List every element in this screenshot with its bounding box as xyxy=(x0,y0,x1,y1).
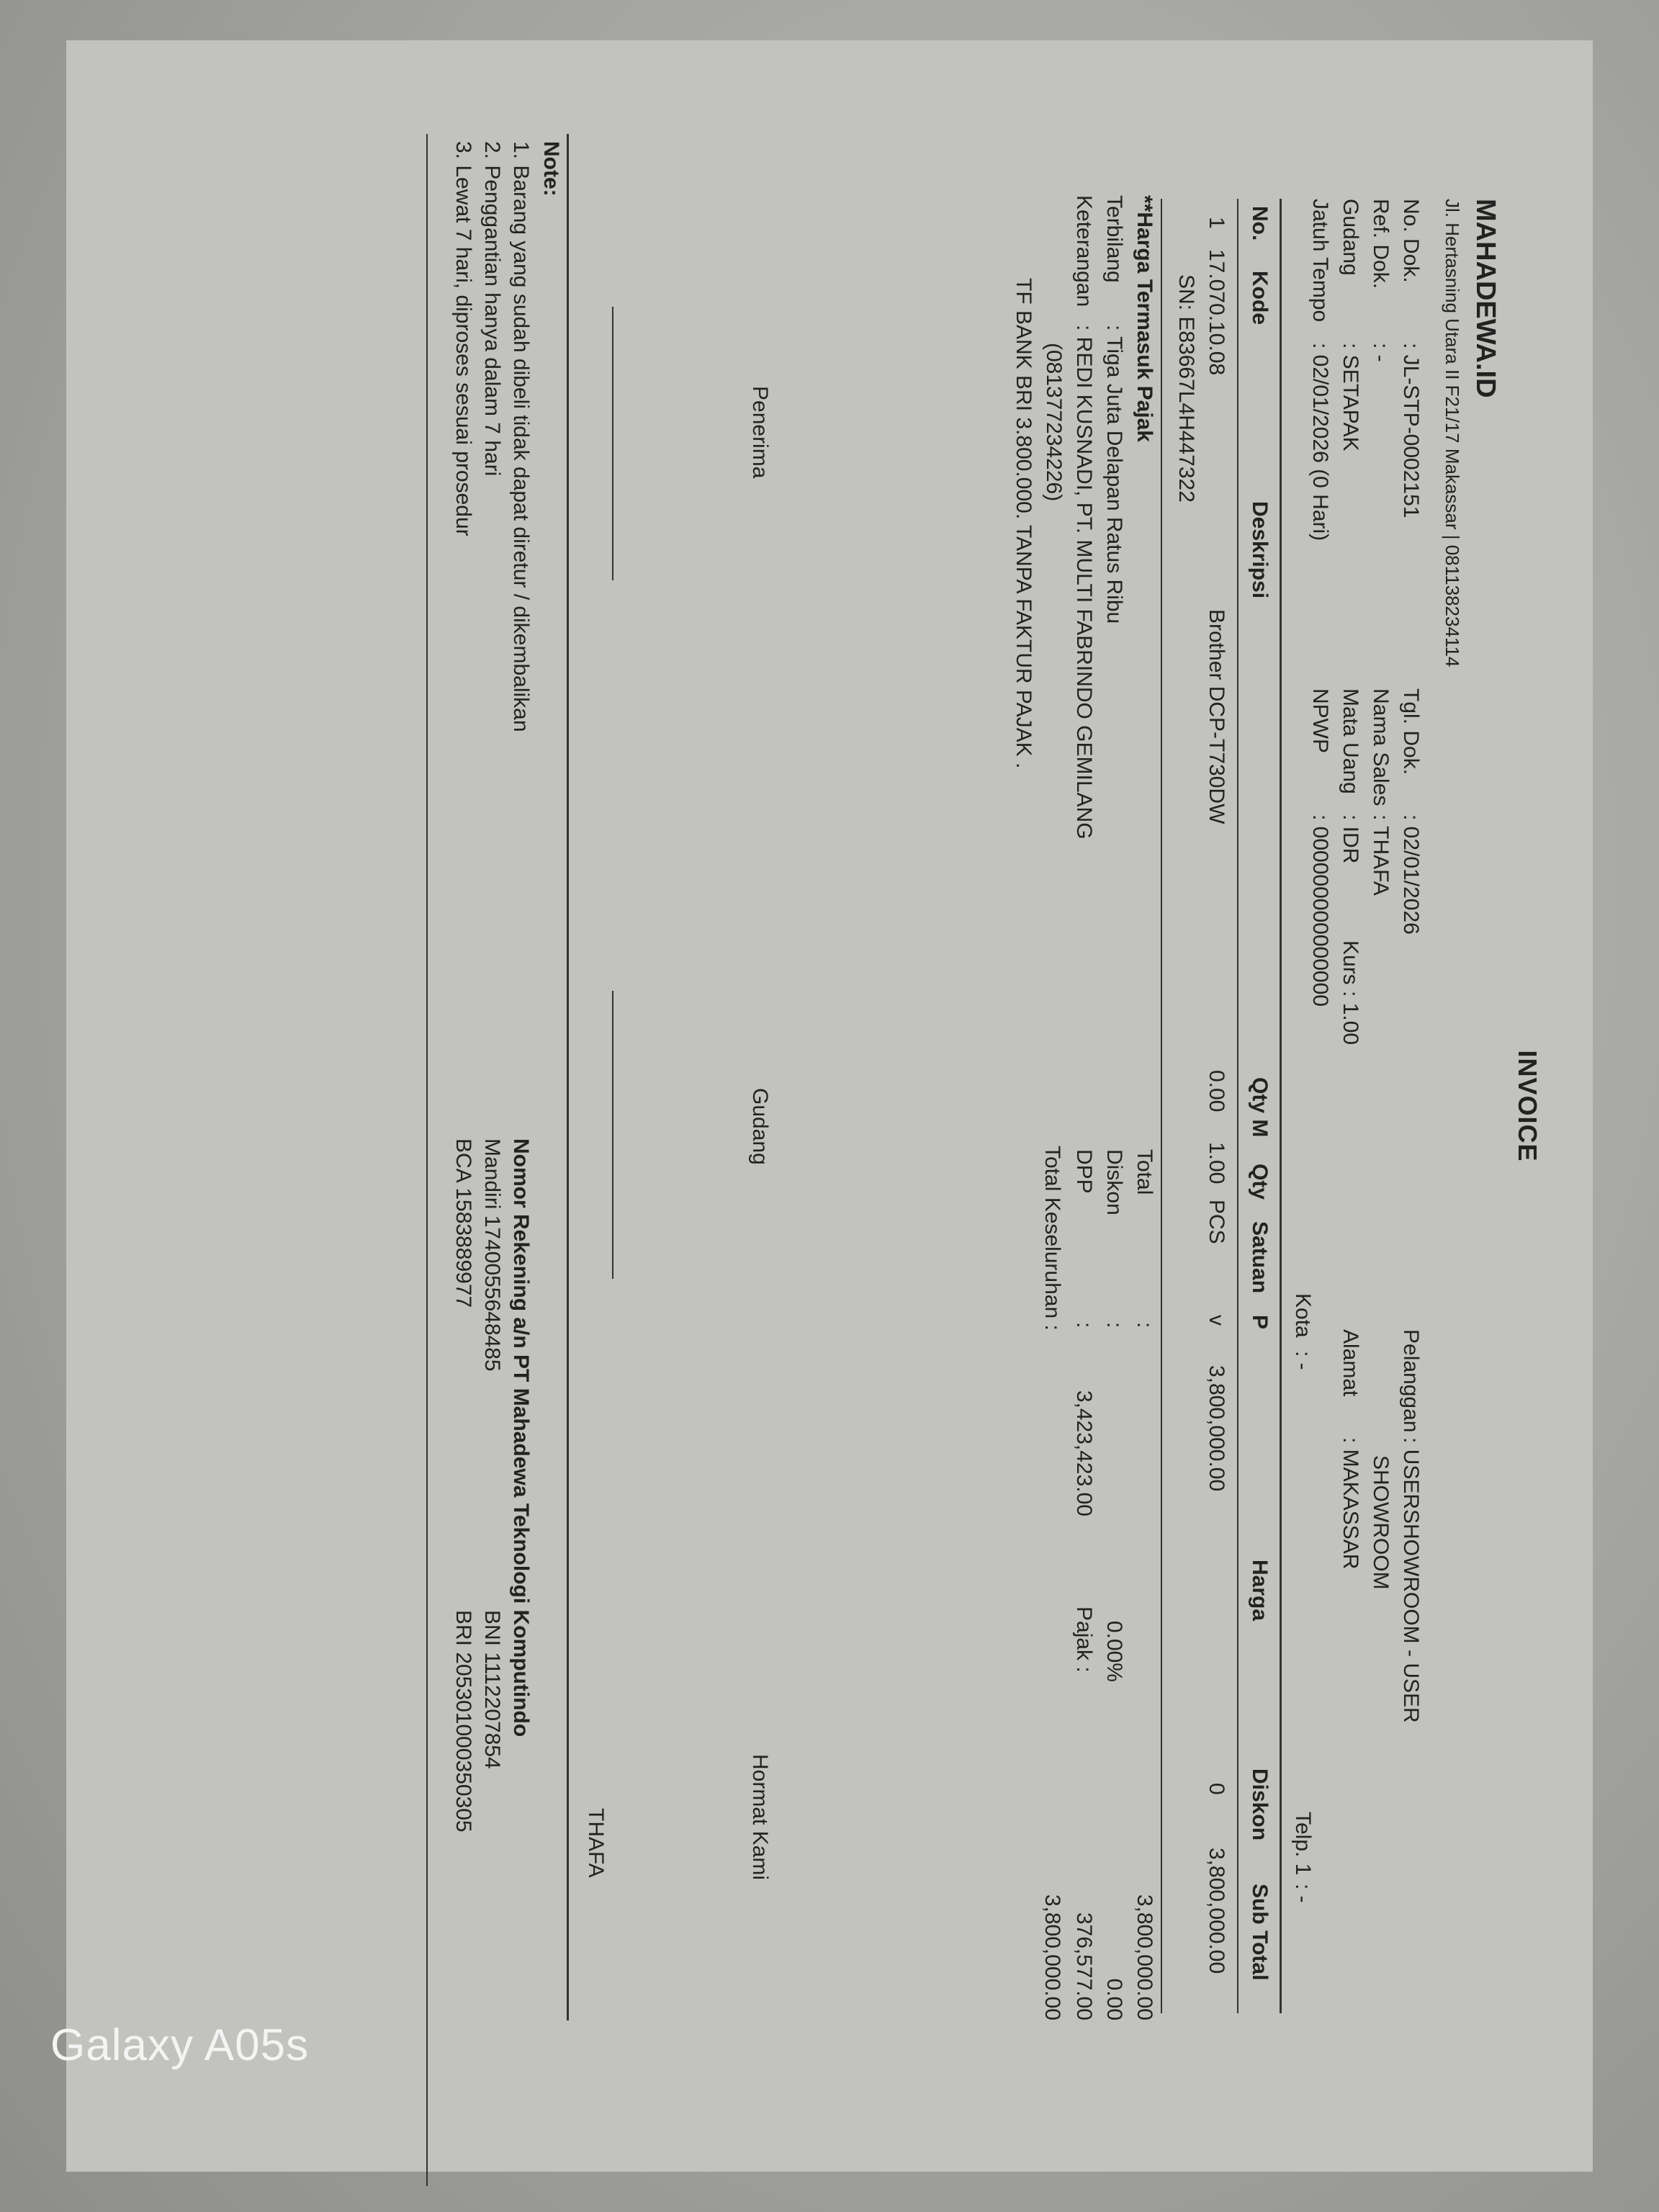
alamat-value: : MAKASSAR xyxy=(1339,1437,1362,1570)
jatuh-tempo-label: Jatuh Tempo xyxy=(1308,199,1332,323)
ref-dok-label: Ref. Dok. xyxy=(1369,199,1393,289)
signature-line-gudang xyxy=(612,991,613,1279)
row-sub-total: 3,800,000.00 xyxy=(1205,1848,1228,1974)
npwp-value: : 000000000000000 xyxy=(1308,814,1332,1007)
keterangan-label: Keterangan xyxy=(1072,195,1096,307)
signature-hormat-kami: Hormat Kami xyxy=(748,1754,772,1881)
col-diskon: Diskon xyxy=(1248,1768,1272,1841)
diskon-percent: 0.00% xyxy=(1102,1620,1126,1682)
keterangan-line2: (081377234226) xyxy=(1042,343,1066,502)
mata-uang-value: : IDR xyxy=(1339,814,1362,864)
invoice-title: INVOICE xyxy=(1513,1050,1542,1162)
total-colon: : xyxy=(1133,1322,1156,1328)
nama-sales-label: Nama Sales xyxy=(1369,688,1393,806)
total-value: 3,800,000.00 xyxy=(1133,1894,1156,2020)
keterangan-line1: : REDI KUSNADI, PT. MULTI FABRINDO GEMILANG xyxy=(1072,325,1096,840)
footer-top-rule xyxy=(567,134,569,2020)
footer-bottom-rule xyxy=(426,134,428,2186)
table-header-rule xyxy=(1237,199,1238,2013)
row-qty: 1.00 xyxy=(1205,1142,1228,1184)
nama-sales-value: : THAFA xyxy=(1369,814,1393,896)
bank-account-title: Nomor Rekening a/n PT Mahadewa Teknologi Komputindo xyxy=(509,1138,533,1737)
table-top-rule xyxy=(1280,199,1282,2013)
dpp-label: DPP xyxy=(1072,1149,1096,1194)
no-dok-label: No. Dok. xyxy=(1399,199,1423,283)
col-sub-total: Sub Total xyxy=(1248,1884,1272,1981)
note-item: 1. Barang yang sudah dibeli tidak dapat diretur / dikembalikan xyxy=(509,141,533,732)
row-kode: 17.070.10.08 xyxy=(1205,249,1228,376)
signature-gudang: Gudang xyxy=(748,1088,772,1165)
diskon-colon: : xyxy=(1102,1322,1126,1328)
col-satuan: Satuan xyxy=(1248,1221,1272,1294)
note-item: 2. Penggantian hanya dalam 7 hari xyxy=(480,141,504,477)
telp-value: : - xyxy=(1291,1884,1315,1903)
total-keseluruhan-label: Total Keseluruhan : xyxy=(1040,1146,1064,1331)
camera-watermark: Galaxy A05s xyxy=(50,2020,310,2070)
col-p: P xyxy=(1248,1315,1272,1330)
gudang-value: : SETAPAK xyxy=(1339,343,1362,451)
bank-account-bri: BRI 205301000350305 xyxy=(451,1610,475,1833)
bank-account-bni: BNI 1112207854 xyxy=(480,1610,504,1769)
telp-label: Telp. 1 xyxy=(1291,1812,1315,1876)
pelanggan-value-line2: SHOWROOM xyxy=(1369,1455,1393,1590)
pelanggan-label: Pelanggan xyxy=(1399,1329,1423,1433)
terbilang-label: Terbilang xyxy=(1102,195,1126,283)
keterangan-line3: TF BANK BRI 3.800.000. TANPA FAKTUR PAJAK . xyxy=(1012,278,1035,769)
pajak-label: Pajak : xyxy=(1072,1606,1096,1673)
row-harga: 3,800,000.00 xyxy=(1205,1365,1228,1492)
total-label: Total xyxy=(1133,1149,1156,1195)
total-keseluruhan-value: 3,800,000.00 xyxy=(1040,1894,1064,2020)
npwp-label: NPWP xyxy=(1308,688,1332,753)
terbilang-value: : Tiga Juta Delapan Ratus Ribu xyxy=(1102,325,1126,624)
invoice-paper xyxy=(66,40,1593,2172)
col-harga: Harga xyxy=(1248,1560,1272,1622)
signature-line-penerima xyxy=(612,307,613,580)
row-p: v xyxy=(1205,1315,1228,1326)
company-address: Jl. Hertasning Utara II F21/17 Makassar | 081138234114 xyxy=(1442,199,1463,667)
col-deskripsi: Deskripsi xyxy=(1248,501,1272,599)
col-kode: Kode xyxy=(1248,271,1272,325)
row-satuan: PCS xyxy=(1205,1200,1228,1244)
kota-value: : - xyxy=(1291,1351,1315,1370)
bank-account-bca: BCA 1583889977 xyxy=(451,1138,475,1308)
signature-name: THAFA xyxy=(584,1808,608,1878)
ref-dok-value: : - xyxy=(1369,343,1393,362)
note-title: Note: xyxy=(539,141,563,197)
diskon-value: 0.00 xyxy=(1102,1978,1126,2020)
col-no: No. xyxy=(1248,206,1272,241)
row-no: 1 xyxy=(1205,217,1228,229)
kota-label: Kota xyxy=(1291,1293,1315,1338)
dpp-colon: : xyxy=(1072,1322,1096,1328)
diskon-label: Diskon xyxy=(1102,1149,1126,1215)
jatuh-tempo-value: : 02/01/2026 (0 Hari) xyxy=(1308,343,1332,541)
row-qty-m: 0.00 xyxy=(1205,1070,1228,1112)
tax-note: **Harga Termasuk Pajak xyxy=(1133,195,1156,442)
kurs-value: Kurs : 1.00 xyxy=(1339,940,1362,1046)
col-qty: Qty xyxy=(1248,1164,1272,1200)
note-item: 3. Lewat 7 hari, diproses sesuai prosedur xyxy=(451,141,475,536)
tgl-dok-label: Tgl. Dok. xyxy=(1399,688,1423,775)
gudang-label: Gudang xyxy=(1339,199,1362,276)
table-bottom-rule xyxy=(1161,199,1162,2013)
dpp-value: 3,423,423.00 xyxy=(1072,1390,1096,1516)
bank-account-mandiri: Mandiri 1740055648485 xyxy=(480,1138,504,1372)
row-serial-number: SN: E83667L4H447322 xyxy=(1174,274,1198,503)
signature-penerima: Penerima xyxy=(748,386,772,479)
row-diskon: 0 xyxy=(1205,1783,1228,1795)
tgl-dok-value: : 02/01/2026 xyxy=(1399,814,1423,935)
row-deskripsi: Brother DCP-T730DW xyxy=(1205,609,1228,824)
company-name: MAHADEWA.ID xyxy=(1470,199,1501,398)
col-qty-m: Qty M xyxy=(1248,1077,1272,1138)
mata-uang-label: Mata Uang xyxy=(1339,688,1362,794)
pajak-value: 376,577.00 xyxy=(1072,1912,1096,2020)
no-dok-value: : JL-STP-0002151 xyxy=(1399,343,1423,518)
pelanggan-value: : USERSHOWROOM - USER xyxy=(1399,1437,1423,1723)
alamat-label: Alamat xyxy=(1339,1329,1362,1397)
